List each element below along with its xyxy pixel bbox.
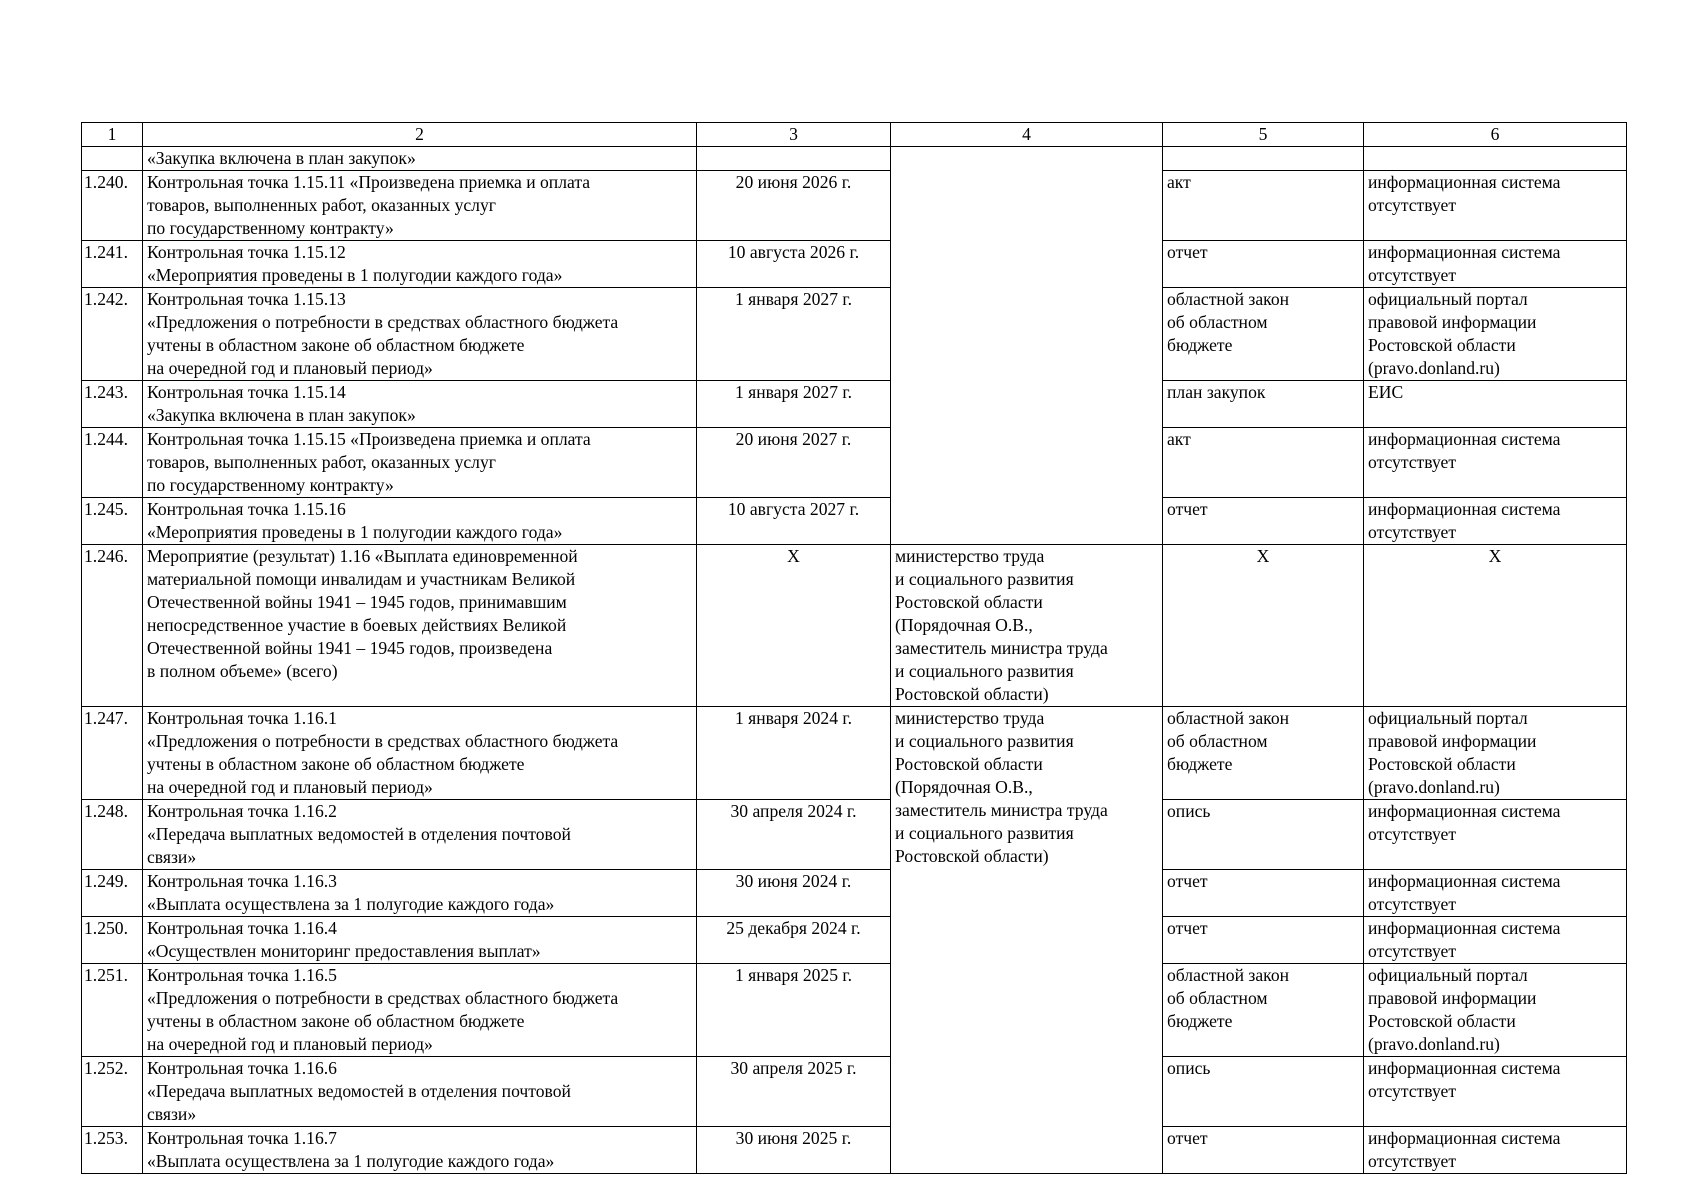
row-system-cell: информационная система отсутствует (1364, 241, 1627, 288)
row-system-cell: Х (1364, 545, 1627, 707)
row-number-cell: 1.247. (82, 707, 143, 800)
responsible-cell-group-b: министерство труда и социального развития Ростовской области (Порядочная О.В., заместитель министра труда и социального развития Ростовской области) (891, 707, 1163, 1174)
row-date-cell: 10 августа 2026 г. (697, 241, 891, 288)
row-number-cell: 1.242. (82, 288, 143, 381)
plan-table (81, 122, 1627, 1174)
row-description-cell: Контрольная точка 1.16.4 «Осуществлен мониторинг предоставления выплат» (143, 917, 697, 964)
row-date-cell: 20 июня 2026 г. (697, 171, 891, 241)
row-number-cell: 1.252. (82, 1057, 143, 1127)
column-number-row (82, 123, 1627, 147)
table-row (82, 917, 1627, 964)
column-number-5: 5 (1163, 123, 1364, 147)
row-document-cell: отчет (1163, 1127, 1364, 1174)
row-date-cell: 30 апреля 2025 г. (697, 1057, 891, 1127)
row-document-cell: акт (1163, 428, 1364, 498)
row-number-cell: 1.248. (82, 800, 143, 870)
row-document-cell: отчет (1163, 870, 1364, 917)
row-system-cell: информационная система отсутствует (1364, 1127, 1627, 1174)
row-system-cell: информационная система отсутствует (1364, 498, 1627, 545)
row-number-cell: 1.250. (82, 917, 143, 964)
row-description-cell: Контрольная точка 1.16.7 «Выплата осуществлена за 1 полугодие каждого года» (143, 1127, 697, 1174)
row-description-cell: Контрольная точка 1.15.12 «Мероприятия проведены в 1 полугодии каждого года» (143, 241, 697, 288)
row-number-cell (82, 147, 143, 171)
column-number-1: 1 (82, 123, 143, 147)
row-description-cell: Контрольная точка 1.15.13 «Предложения о потребности в средствах областного бюджета учтены в областном законе об областном бюджете на очередной год и плановый период» (143, 288, 697, 381)
row-system-cell (1364, 147, 1627, 171)
table-row (82, 1127, 1627, 1174)
row-system-cell: информационная система отсутствует (1364, 171, 1627, 241)
continuation-row (82, 147, 1627, 171)
row-date-cell: 1 января 2024 г. (697, 707, 891, 800)
table-row (82, 288, 1627, 381)
row-description-cell: Контрольная точка 1.15.11 «Произведена приемка и оплата товаров, выполненных работ, оказанных услуг по государственному контракту» (143, 171, 697, 241)
row-document-cell: областной закон об областном бюджете (1163, 288, 1364, 381)
row-number-cell: 1.243. (82, 381, 143, 428)
row-date-cell: Х (697, 545, 891, 707)
row-system-cell: информационная система отсутствует (1364, 800, 1627, 870)
row-system-cell: официальный портал правовой информации Ростовской области (pravo.donland.ru) (1364, 964, 1627, 1057)
row-date-cell: 20 июня 2027 г. (697, 428, 891, 498)
column-number-6: 6 (1364, 123, 1627, 147)
table-row (82, 171, 1627, 241)
row-number-cell: 1.244. (82, 428, 143, 498)
row-document-cell: план закупок (1163, 381, 1364, 428)
table-row (82, 498, 1627, 545)
row-document-cell: областной закон об областном бюджете (1163, 964, 1364, 1057)
row-document-cell: отчет (1163, 498, 1364, 545)
row-description-cell: Контрольная точка 1.16.1 «Предложения о потребности в средствах областного бюджета учтены в областном законе об областном бюджете на очередной год и плановый период» (143, 707, 697, 800)
row-description-cell: Контрольная точка 1.16.3 «Выплата осуществлена за 1 полугодие каждого года» (143, 870, 697, 917)
row-document-cell: отчет (1163, 241, 1364, 288)
row-description-cell: Контрольная точка 1.15.15 «Произведена приемка и оплата товаров, выполненных работ, оказанных услуг по государственному контракту» (143, 428, 697, 498)
row-system-cell: официальный портал правовой информации Ростовской области (pravo.donland.ru) (1364, 707, 1627, 800)
table-row (82, 1057, 1627, 1127)
row-description-cell: Контрольная точка 1.16.6 «Передача выплатных ведомостей в отделения почтовой связи» (143, 1057, 697, 1127)
table-row (82, 381, 1627, 428)
row-description-cell: Контрольная точка 1.16.2 «Передача выплатных ведомостей в отделения почтовой связи» (143, 800, 697, 870)
row-date-cell: 1 января 2027 г. (697, 288, 891, 381)
row-system-cell: информационная система отсутствует (1364, 428, 1627, 498)
row-date-cell: 1 января 2025 г. (697, 964, 891, 1057)
row-document-cell: отчет (1163, 917, 1364, 964)
row-date-cell: 30 июня 2025 г. (697, 1127, 891, 1174)
row-number-cell: 1.249. (82, 870, 143, 917)
column-number-3: 3 (697, 123, 891, 147)
row-description-cell: Контрольная точка 1.15.14 «Закупка включена в план закупок» (143, 381, 697, 428)
row-document-cell: опись (1163, 1057, 1364, 1127)
row-number-cell: 1.241. (82, 241, 143, 288)
table-row (82, 241, 1627, 288)
row-date-cell: 25 декабря 2024 г. (697, 917, 891, 964)
row-description-cell: Контрольная точка 1.16.5 «Предложения о потребности в средствах областного бюджета учтены в областном законе об областном бюджете на очередной год и плановый период» (143, 964, 697, 1057)
row-number-cell: 1.246. (82, 545, 143, 707)
column-number-2: 2 (143, 123, 697, 147)
row-document-cell: опись (1163, 800, 1364, 870)
row-system-cell: информационная система отсутствует (1364, 917, 1627, 964)
column-number-4: 4 (891, 123, 1163, 147)
row-document-cell: Х (1163, 545, 1364, 707)
row-description-cell: Контрольная точка 1.15.16 «Мероприятия проведены в 1 полугодии каждого года» (143, 498, 697, 545)
row-description-cell: Мероприятие (результат) 1.16 «Выплата единовременной материальной помощи инвалидам и участникам Великой Отечественной войны 1941 – 1945 годов, принимавшим непосредственное участие в боевых действиях Великой Отечественной войны 1941 – 1945 годов, произведена в полном объеме» (всего) (143, 545, 697, 707)
row-number-cell: 1.240. (82, 171, 143, 241)
table-row (82, 800, 1627, 870)
row-system-cell: информационная система отсутствует (1364, 870, 1627, 917)
row-description-cell: «Закупка включена в план закупок» (143, 147, 697, 171)
row-date-cell (697, 147, 891, 171)
table-row (82, 964, 1627, 1057)
responsible-cell: министерство труда и социального развития Ростовской области (Порядочная О.В., заместитель министра труда и социального развития Ростовской области) (891, 545, 1163, 707)
row-document-cell: акт (1163, 171, 1364, 241)
table-row (82, 428, 1627, 498)
row-date-cell: 10 августа 2027 г. (697, 498, 891, 545)
row-document-cell: областной закон об областном бюджете (1163, 707, 1364, 800)
responsible-cell-group-a (891, 147, 1163, 545)
row-system-cell: ЕИС (1364, 381, 1627, 428)
row-document-cell (1163, 147, 1364, 171)
row-date-cell: 30 апреля 2024 г. (697, 800, 891, 870)
plan-table-body (82, 123, 1627, 1174)
measure-row (82, 545, 1627, 707)
row-date-cell: 30 июня 2024 г. (697, 870, 891, 917)
row-date-cell: 1 января 2027 г. (697, 381, 891, 428)
table-row (82, 870, 1627, 917)
row-system-cell: официальный портал правовой информации Ростовской области (pravo.donland.ru) (1364, 288, 1627, 381)
table-row (82, 707, 1627, 800)
row-system-cell: информационная система отсутствует (1364, 1057, 1627, 1127)
row-number-cell: 1.245. (82, 498, 143, 545)
row-number-cell: 1.253. (82, 1127, 143, 1174)
row-number-cell: 1.251. (82, 964, 143, 1057)
